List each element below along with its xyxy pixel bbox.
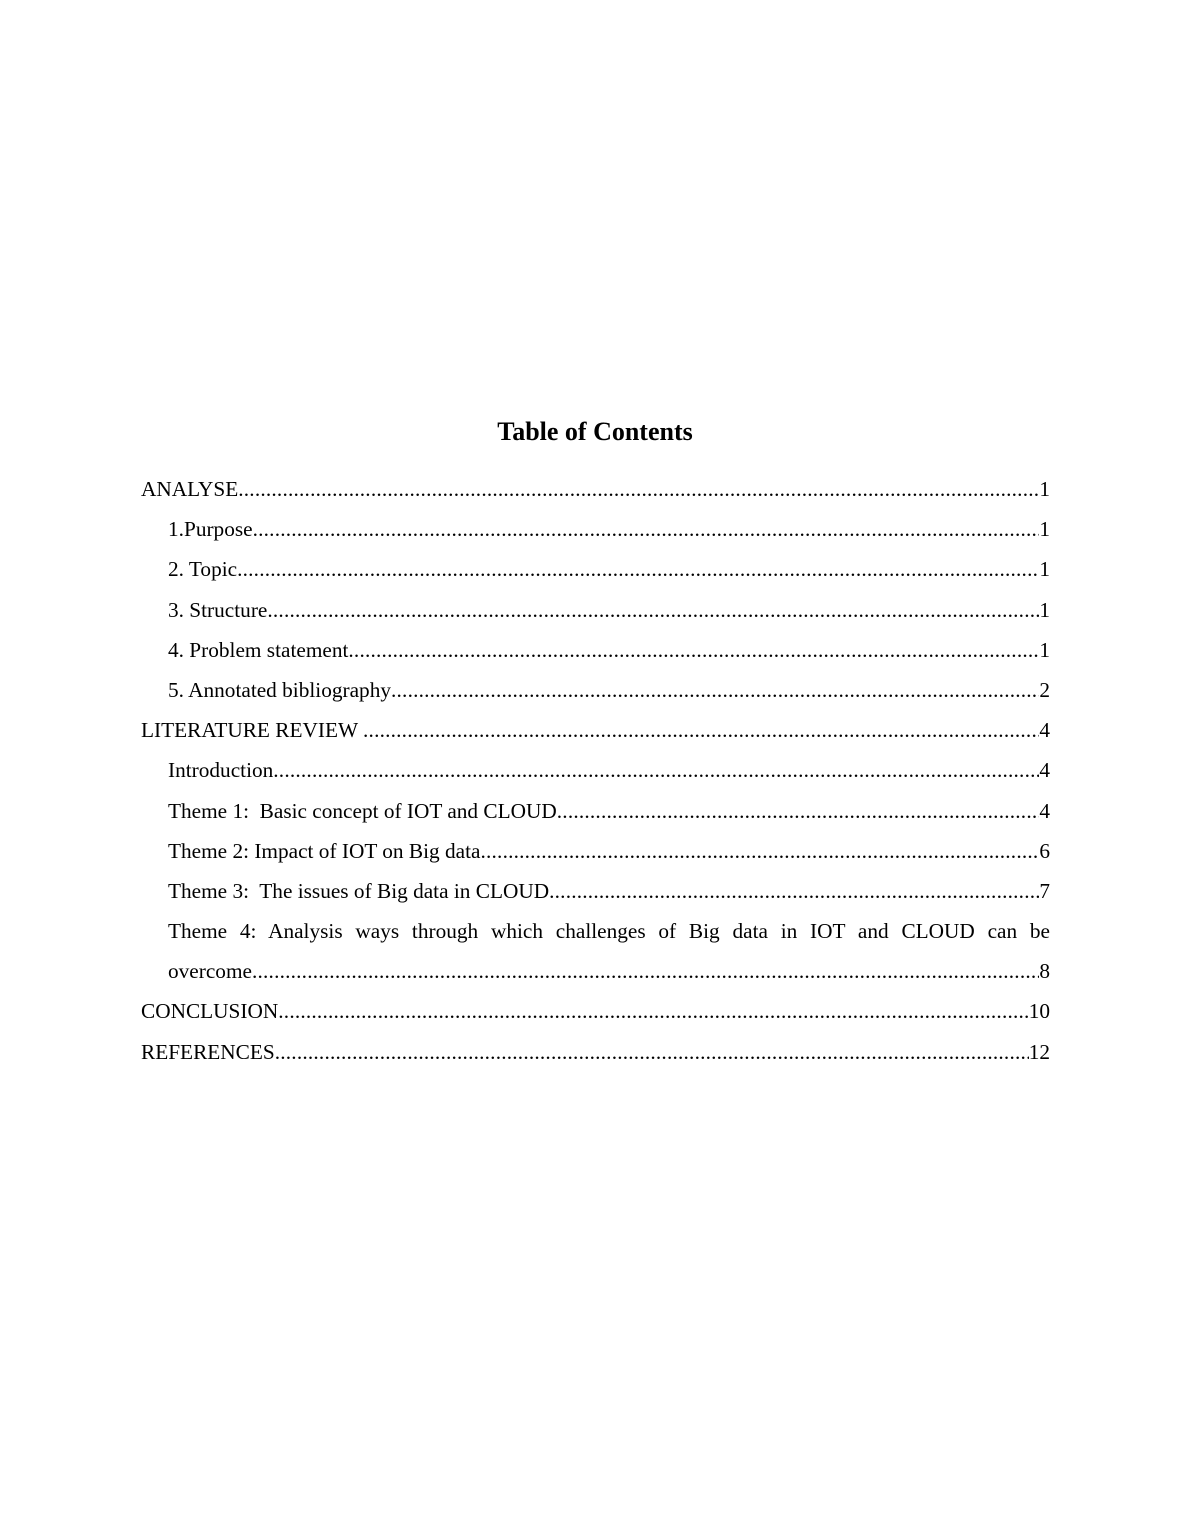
toc-page-number: 1 <box>1039 557 1050 582</box>
toc-entry-annotated-bibliography[interactable] <box>141 670 1050 710</box>
toc-list <box>141 469 1050 1072</box>
toc-page-number: 6 <box>1039 838 1050 863</box>
toc-entry-label: 5. Annotated bibliography <box>168 677 391 702</box>
toc-entry-theme-3[interactable] <box>141 871 1050 911</box>
toc-entry-label: CONCLUSION <box>141 999 279 1024</box>
toc-page-number: 1 <box>1039 517 1050 542</box>
dot-leader <box>348 630 1039 670</box>
dot-leader <box>267 590 1039 630</box>
toc-page-number: 4 <box>1039 798 1050 823</box>
toc-entry-literature-review[interactable] <box>141 710 1050 750</box>
dot-leader <box>391 670 1039 710</box>
toc-page-number: 1 <box>1039 477 1050 501</box>
toc-page-number: 7 <box>1039 878 1050 903</box>
toc-entry-label: 3. Structure <box>168 597 268 622</box>
toc-page-number: 8 <box>1039 959 1050 984</box>
toc-entry-label: Introduction <box>168 758 274 783</box>
toc-entry-label: 1.Purpose <box>168 517 253 542</box>
toc-title: Table of Contents <box>497 417 693 446</box>
toc-page-number: 1 <box>1039 597 1050 622</box>
toc-entry-label: ANALYSE <box>141 477 239 501</box>
toc-entry-structure[interactable] <box>141 590 1050 630</box>
toc-page-number: 2 <box>1039 677 1050 702</box>
toc-entry-conclusion[interactable] <box>141 991 1050 1031</box>
toc-entry-label-line2: overcome <box>168 959 252 984</box>
toc-entry-analyse[interactable] <box>141 469 1050 509</box>
dot-leader <box>278 991 1028 1031</box>
dot-leader <box>237 549 1039 589</box>
toc-entry-theme-1[interactable] <box>141 791 1050 831</box>
toc-entry-line2 <box>168 951 1050 991</box>
dot-leader <box>253 509 1040 549</box>
dot-leader <box>238 469 1039 509</box>
toc-entry-theme-2[interactable] <box>141 831 1050 871</box>
toc-entry-references[interactable] <box>141 1032 1050 1072</box>
dot-leader <box>480 831 1039 871</box>
toc-page-number: 12 <box>1028 1039 1050 1064</box>
toc-entry-label: Theme 2: Impact of IOT on Big data <box>168 838 481 863</box>
toc-entry-theme-4[interactable] <box>141 911 1050 991</box>
dot-leader <box>557 791 1040 831</box>
dot-leader <box>363 710 1039 750</box>
toc-entry-label: Theme 1: Basic concept of IOT and CLOUD <box>168 798 557 823</box>
toc-page-number: 4 <box>1039 758 1050 783</box>
toc-entry-purpose[interactable] <box>141 509 1050 549</box>
toc-entry-label: 4. Problem statement <box>168 637 349 662</box>
dot-leader <box>252 951 1039 991</box>
dot-leader <box>273 750 1039 790</box>
dot-leader <box>549 871 1039 911</box>
toc-entry-label: LITERATURE REVIEW <box>141 718 364 743</box>
toc-page-number: 4 <box>1039 718 1050 743</box>
dot-leader <box>275 1032 1029 1072</box>
toc-page-number: 1 <box>1039 637 1050 662</box>
toc-entry-problem-statement[interactable] <box>141 630 1050 670</box>
toc-entry-label: Theme 3: The issues of Big data in CLOUD <box>168 878 550 903</box>
toc-entry-label: 2. Topic <box>168 557 238 582</box>
toc-entry-topic[interactable] <box>141 549 1050 589</box>
toc-entry-label: REFERENCES <box>141 1039 275 1064</box>
toc-page-number: 10 <box>1028 999 1050 1024</box>
toc-entry-introduction[interactable] <box>141 750 1050 790</box>
toc-entry-label-line1: Theme 4: Analysis ways through which challenges of Big data in IOT and CLOUD can be <box>168 919 1050 944</box>
